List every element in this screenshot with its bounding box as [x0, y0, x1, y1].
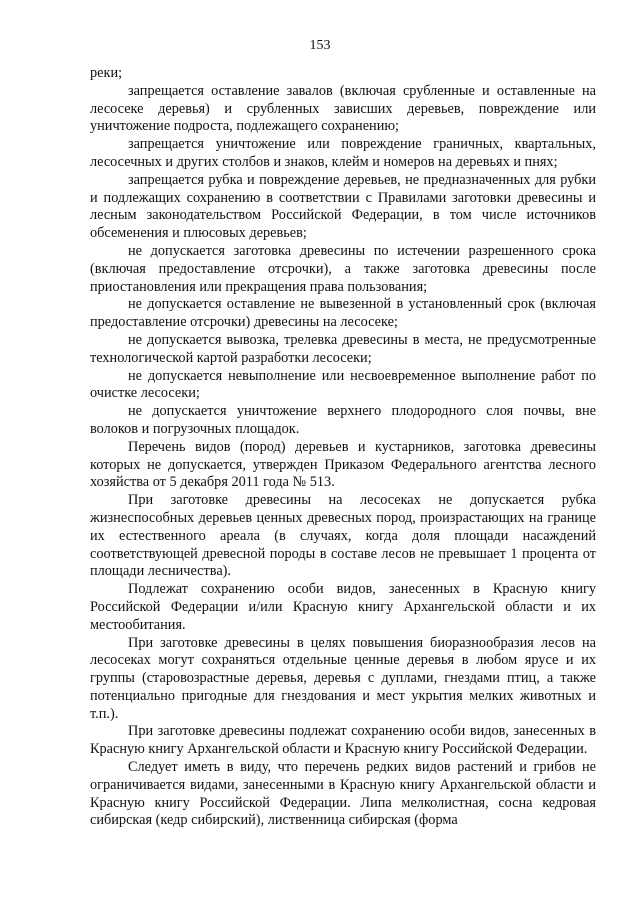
paragraph: не допускается оставление не вывезенной в установленный срок (включая предоставление отсрочки) древесины на лесосеке; [90, 296, 596, 331]
paragraph: Подлежат сохранению особи видов, занесенных в Красную книгу Российской Федерации и/или Красную книгу Архангельской области и их местообитания. [90, 581, 596, 633]
paragraph: не допускается невыполнение или несвоевременное выполнение работ по очистке лесосеки; [90, 367, 596, 402]
paragraph: Следует иметь в виду, что перечень редких видов растений и грибов не ограничивается видами, занесенными в Красную книгу Архангельской области и Красную книгу Российской Федерации. Липа мелколистная, сосна кедровая сибирская (кедр сибирский), лиственница сибирская (форма [90, 759, 596, 829]
paragraph: При заготовке древесины на лесосеках не допускается рубка жизнеспособных деревьев ценных древесных пород, произрастающих на границе их естественного ареала (в случаях, когда доля площади насаждений соответствующей древесной породы в составе лесов не превышает 1 процента от площади лесничества). [90, 492, 596, 580]
paragraph: При заготовке древесины подлежат сохранению особи видов, занесенных в Красную книгу Архангельской области и Красную книгу Российской Федерации. [90, 723, 596, 758]
paragraph: не допускается вывозка, трелевка древесины в места, не предусмотренные технологической картой разработки лесосеки; [90, 331, 596, 366]
paragraph: запрещается рубка и повреждение деревьев, не предназначенных для рубки и подлежащих сохранению в соответствии с Правилами заготовки древесины и лесным законодательством Российской Федерации, в том числе источников обсеменения и плюсовых деревьев; [90, 171, 596, 242]
paragraph: При заготовке древесины в целях повышения биоразнообразия лесов на лесосеках могут сохраняться отдельные ценные деревья в любом ярусе и их группы (старовозрастные деревья, деревья с дуплами, гнездами птиц, а также потенциально пригодные для гнездования и мест укрытия мелких животных и т.п.). [90, 634, 596, 722]
page-number: 153 [309, 38, 331, 53]
document-body [90, 65, 596, 830]
paragraph: не допускается уничтожение верхнего плодородного слоя почвы, вне волоков и погрузочных площадок. [90, 403, 596, 437]
paragraph: не допускается заготовка древесины по истечении разрешенного срока (включая предоставление отсрочки), а также заготовка древесины после приостановления или прекращения права пользования; [90, 242, 596, 295]
paragraph: реки; [90, 65, 123, 81]
paragraph: Перечень видов (пород) деревьев и кустарников, заготовка древесины которых не допускается, утвержден Приказом Федерального агентства лесного хозяйства от 5 декабря 2011 года № 513. [90, 438, 596, 491]
paragraph: запрещается оставление завалов (включая срубленные и оставленные на лесосеке деревья) и срубленных зависших деревьев, повреждение или уничтожение подроста, подлежащего сохранению; [90, 82, 596, 135]
paragraph: запрещается уничтожение или повреждение граничных, квартальных, лесосечных и других столбов и знаков, клейм и номеров на деревьях и пнях; [90, 136, 596, 170]
